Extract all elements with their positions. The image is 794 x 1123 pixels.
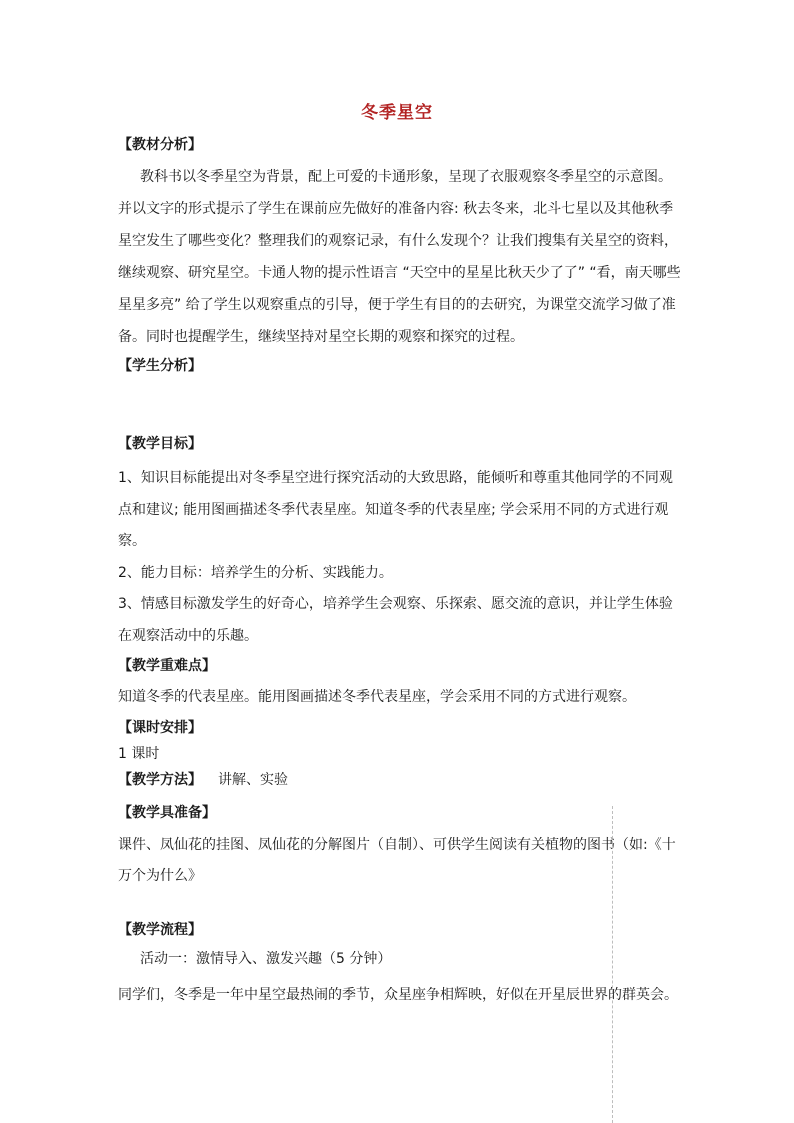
schedule-line: 1 课时 xyxy=(118,746,160,762)
goal-line: 点和建议; 能用图画描述冬季代表星座。知道冬季的代表星座; 学会采用不同的方式进行观 xyxy=(118,502,669,518)
process-line: 同学们，冬季是一年中星空最热闹的季节，众星座争相辉映，好似在开星辰世界的群英会。 xyxy=(118,987,678,1003)
paragraph-line: 星空发生了哪些变化？整理我们的观察记录，有什么发现个？让我们搜集有关星空的资料， xyxy=(118,233,678,249)
goal-line: 3、情感目标激发学生的好奇心，培养学生会观察、乐探索、愿交流的意识，并让学生体验 xyxy=(118,596,673,612)
preparation-line: 万个为什么》 xyxy=(118,868,202,884)
section-heading-textbook-analysis: 【教材分析】 xyxy=(118,137,202,153)
paragraph-line: 备。同时也提醒学生，继续坚持对星空长期的观察和探究的过程。 xyxy=(118,329,524,345)
section-heading-student-analysis: 【学生分析】 xyxy=(118,358,202,374)
paragraph-line: 教科书以冬季星空为背景，配上可爱的卡通形象，呈现了衣服观察冬季星空的示意图。 xyxy=(140,169,672,185)
section-heading-process: 【教学流程】 xyxy=(118,922,202,938)
page-divider-line xyxy=(612,806,613,1123)
paragraph-line: 并以文字的形式提示了学生在课前应先做好的准备内容: 秋去冬来，北斗七星以及其他秋季 xyxy=(118,201,674,217)
goal-line: 1、知识目标能提出对冬季星空进行探究活动的大致思路，能倾听和尊重其他同学的不同观 xyxy=(118,470,673,486)
section-heading-methods: 【教学方法】 xyxy=(118,772,202,788)
page-title: 冬季星空 xyxy=(361,103,433,123)
goal-line: 2、能力目标：培养学生的分析、实践能力。 xyxy=(118,565,393,581)
paragraph-line: 星星多亮” 给了学生以观察重点的引导，便于学生有目的的去研究，为课堂交流学习做了准 xyxy=(118,297,676,313)
activity-line: 活动一：激情导入、激发兴趣（5 分钟） xyxy=(140,951,392,967)
goal-line: 察。 xyxy=(118,533,146,549)
methods-value: 讲解、实验 xyxy=(218,772,288,788)
preparation-line: 课件、凤仙花的挂图、凤仙花的分解图片（自制）、可供学生阅读有关植物的图书（如:《十 xyxy=(118,837,676,853)
section-heading-preparation: 【教学具准备】 xyxy=(118,805,216,821)
goal-line: 在观察活动中的乐趣。 xyxy=(118,628,258,644)
section-heading-goals: 【教学目标】 xyxy=(118,436,202,452)
paragraph-line: 继续观察、研究星空。卡通人物的提示性语言 “天空中的星星比秋天少了了” “看，南天哪些 xyxy=(118,265,681,281)
section-heading-key-points: 【教学重难点】 xyxy=(118,658,216,674)
key-points-line: 知道冬季的代表星座。能用图画描述冬季代表星座，学会采用不同的方式进行观察。 xyxy=(118,689,636,705)
section-heading-schedule: 【课时安排】 xyxy=(118,720,202,736)
